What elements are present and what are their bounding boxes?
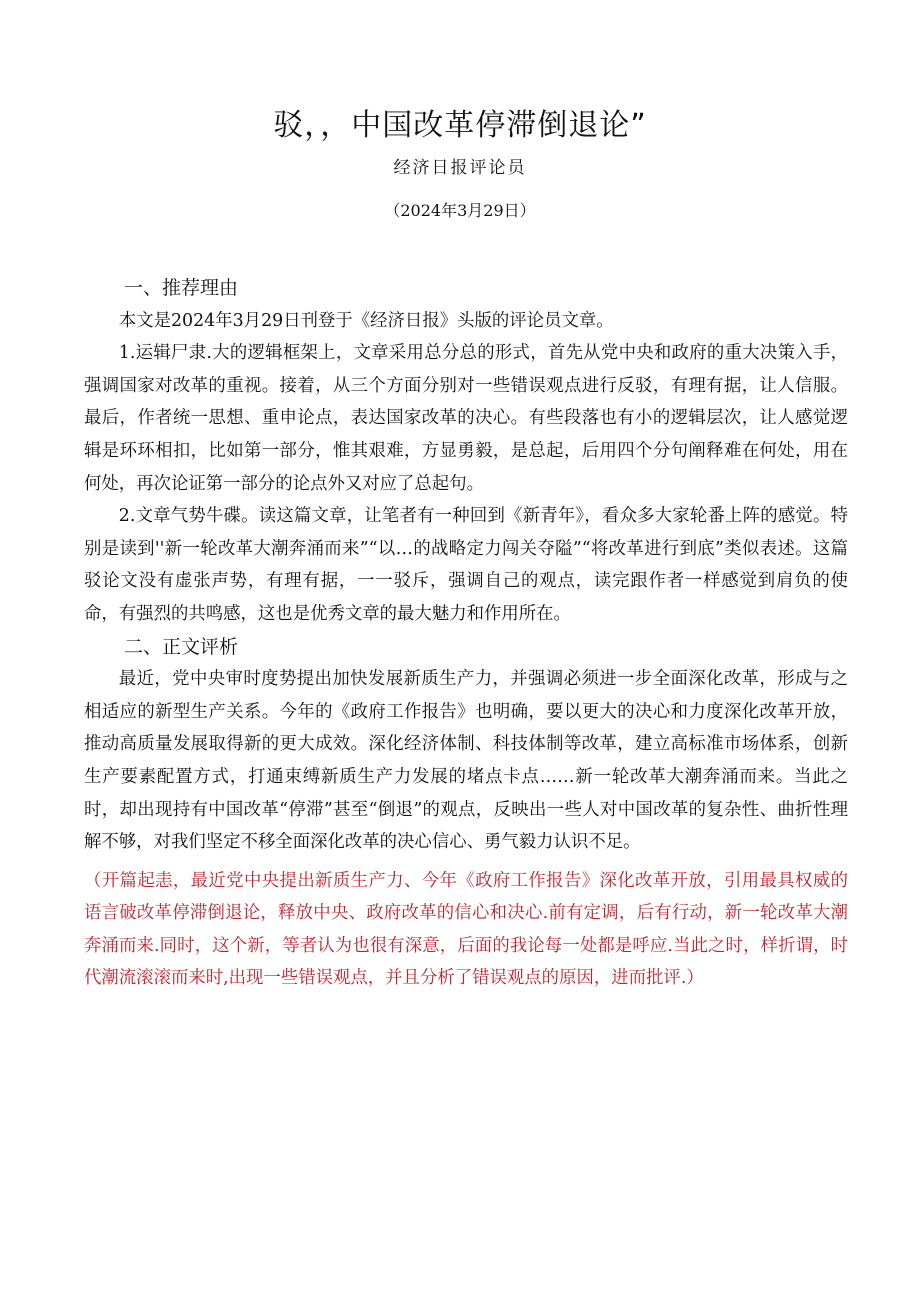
paragraph: 2.文章气势牛碟。读这篇文章，让笔者有一种回到《新青年》，看众多大家轮番上阵的感觉。特别是读到''新一轮改革大潮奔涌而来”“以…的战略定力闯关夺隘”“将改革进行到底”类似表述。这篇驳论文没有虚张声势，有理有据，一一驳斥，强调自己的观点，读完跟作者一样感觉到肩负的使命，有强烈的共鸣感，这也是优秀文章的最大魅力和作用所在。: [84, 506, 848, 624]
section-heading-recommendation: 一、推荐理由: [124, 277, 239, 299]
document-body: [84, 272, 848, 995]
section-heading-analysis: 二、正文评析: [124, 635, 239, 658]
commentary-note: （开篇起恚，最近党中央提出新质生产力、今年《政府工作报告》深化改革开放，引用最具权威的语言破改革停滞倒退论，释放中央、政府改革的信心和决心.前有定调，后有行动，新一轮改革大潮奔涌而来.同时，这个新，等者认为也很有深意，后面的我论每一处都是呼应.当此之时，样折谓，时代潮流滚滚而来时,出现一些错误观点，并且分析了错误观点的原因，进而批评.）: [84, 870, 848, 989]
paragraph: 最近，党中央审时度势提出加快发展新质生产力，并强调必须进一步全面深化改革，形成与之相适应的新型生产关系。今年的《政府工作报告》也明确，要以更大的决心和力度深化改革开放，推动高质量发展取得新的更大成效。深化经济体制、科技体制等改革，建立高标准市场体系，创新生产要素配置方式，打通束缚新质生产力发展的堵点卡点……新一轮改革大潮奔涌而来。当此之时，却出现持有中国改革“停滞”甚至“倒退”的观点，反映出一些人对中国改革的复杂性、曲折性理解不够，对我们坚定不移全面深化改革的决心信心、勇气毅力认识不足。: [84, 669, 848, 853]
paragraph: 本文是2024年3月29日刊登于《经济日报》头版的评论员文章。: [118, 310, 614, 331]
document-author: 经济日报评论员: [393, 158, 527, 178]
document-title: 驳，，中国改革停滞倒退论”: [273, 108, 647, 143]
document-date: （2024年3月29日）: [384, 201, 536, 220]
paragraph: 1.运辑尸隶.大的逻辑框架上，文章采用总分总的形式，首先从党中央和政府的重大决策入手，强调国家对改革的重视。接着，从三个方面分别对一些错误观点进行反驳，有理有据，让人信服。最后，作者统一思想、重申论点，表达国家改革的决心。有些段落也有小的逻辑层次，让人感觉逻辑是环环相扣，比如第一部分，惟其艰难，方显勇毅，是总起，后用四个分句阐释难在何处，用在何处，再次论证第一部分的论点外又对应了总起句。: [84, 343, 848, 494]
